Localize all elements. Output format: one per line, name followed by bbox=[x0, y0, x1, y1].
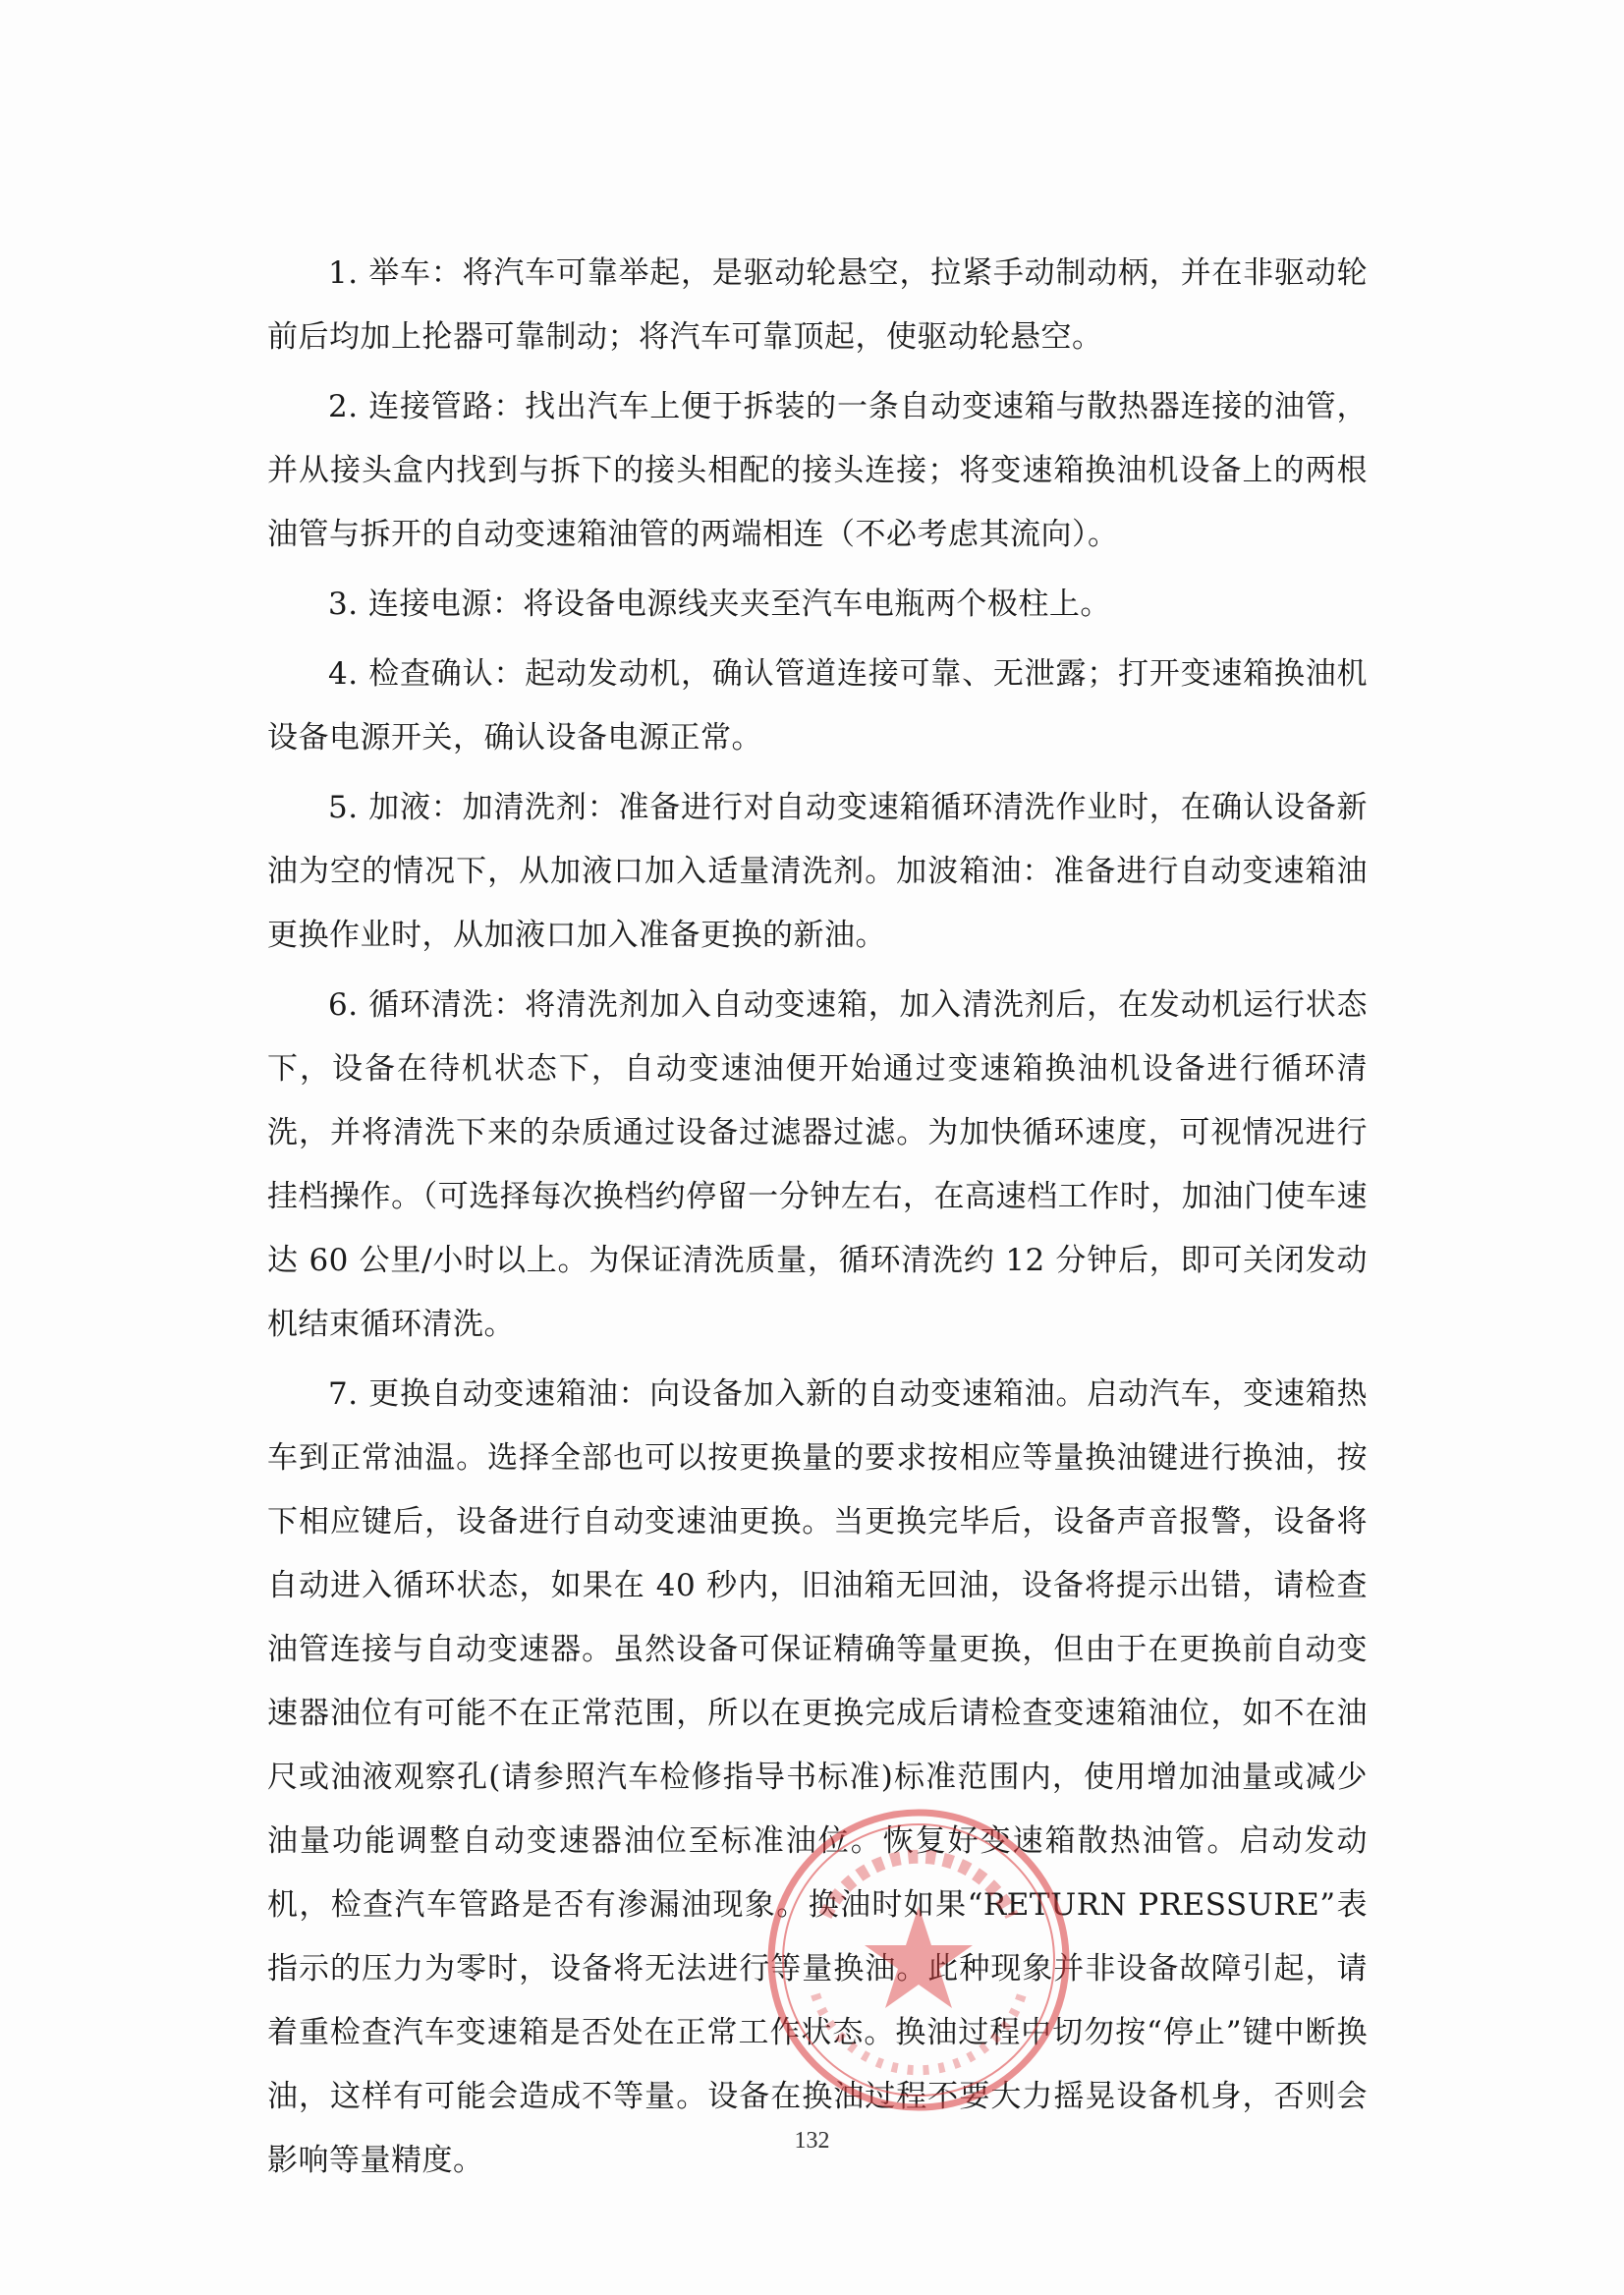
page-number: 132 bbox=[794, 2128, 830, 2154]
paragraph-2: 2. 连接管路：找出汽车上便于拆装的一条自动变速箱与散热器连接的油管，并从接头盒内找到与拆下的接头相配的接头连接；将变速箱换油机设备上的两根油管与拆开的自动变速箱油管的两端相连（不必考虑其流向）。 bbox=[267, 389, 1368, 552]
paragraph-5: 5. 加液：加清洗剂：准备进行对自动变速箱循环清洗作业时，在确认设备新油为空的情况下，从加液口加入适量清洗剂。加波箱油：准备进行自动变速箱油更换作业时，从加液口加入准备更换的新油。 bbox=[267, 790, 1368, 953]
paragraph-3: 3. 连接电源：将设备电源线夹夹至汽车电瓶两个极柱上。 bbox=[328, 587, 1111, 622]
paragraph-7: 7. 更换自动变速箱油：向设备加入新的自动变速箱油。启动汽车，变速箱热车到正常油温。选择全部也可以按更换量的要求按相应等量换油键进行换油，按下相应键后，设备进行自动变速油更换。当更换完毕后，设备声音报警，设备将自动进入循环状态，如果在 40 秒内，旧油箱无回油，设备将提示出错，请检查油管连接与自动变速器。虽然设备可保证精确等量更换，但由于在更换前自动变速器油位有可能不在正常范围，所以在更换完成后请检查变速箱油位，如不在油尺或油液观察孔(请参照汽车检修指导书标准)标准范围内，使用增加油量或减少油量功能调整自动变速器油位至标准油位。恢复好变速箱散热油管。启动发动机，检查汽车管路是否有渗漏油现象。换油时如果“RETURN PRESSURE”表指示的压力为零时，设备将无法进行等量换油。此种现象并非设备故障引起，请着重检查汽车变速箱是否处在正常工作状态。换油过程中切勿按“停止”键中断换油，这样有可能会造成不等量。设备在换油过程不要大力摇晃设备机身，否则会影响等量精度。 bbox=[267, 1376, 1368, 2178]
document-body bbox=[267, 242, 1368, 2193]
paragraph-4: 4. 检查确认：起动发动机，确认管道连接可靠、无泄露；打开变速箱换油机设备电源开关，确认设备电源正常。 bbox=[267, 656, 1368, 756]
paragraph-1: 1. 举车：将汽车可靠举起，是驱动轮悬空，拉紧手动制动柄，并在非驱动轮前后均加上抡器可靠制动；将汽车可靠顶起，使驱动轮悬空。 bbox=[267, 255, 1368, 355]
paragraph-6: 6. 循环清洗：将清洗剂加入自动变速箱，加入清洗剂后，在发动机运行状态下，设备在待机状态下，自动变速油便开始通过变速箱换油机设备进行循环清洗，并将清洗下来的杂质通过设备过滤器过滤。为加快循环速度，可视情况进行挂档操作。（可选择每次换档约停留一分钟左右，在高速档工作时，加油门使车速达 60 公里/小时以上。为保证清洗质量，循环清洗约 12 分钟后，即可关闭发动机结束循环清洗。 bbox=[267, 987, 1368, 1342]
